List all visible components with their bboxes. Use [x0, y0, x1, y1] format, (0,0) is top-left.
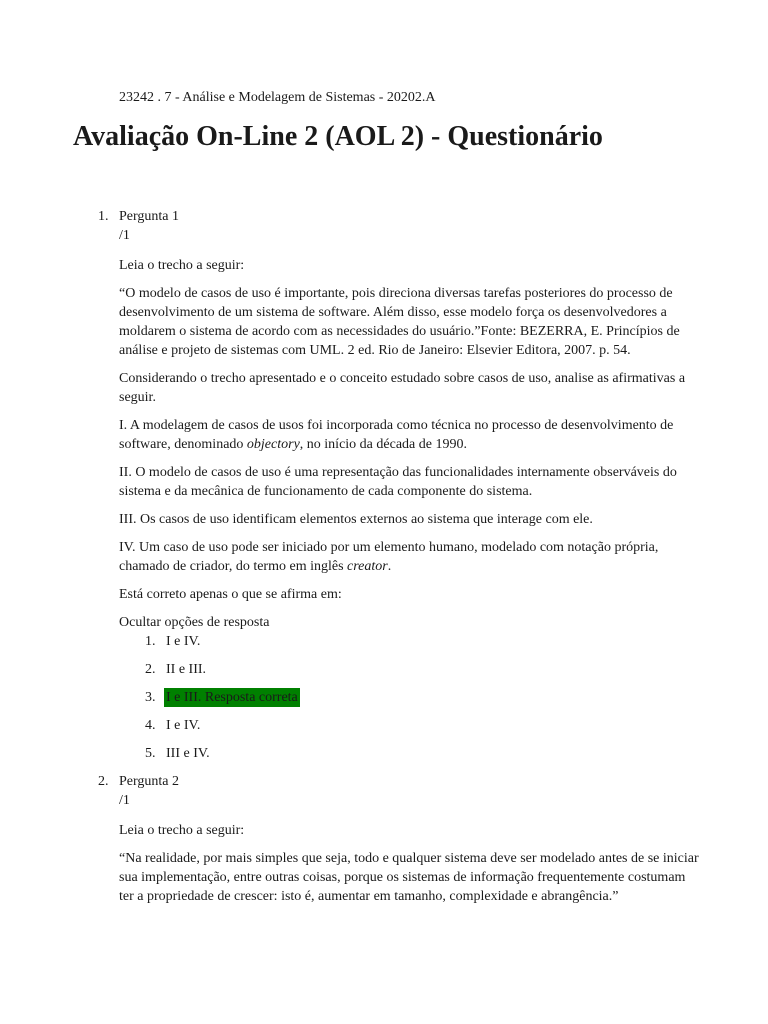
option-number: 1. [145, 634, 156, 649]
answer-option-correct[interactable] [119, 688, 699, 716]
page-title: Avaliação On-Line 2 (AOL 2) - Questionário [73, 121, 603, 152]
statement-text: I. A modelagem de casos de usos foi incorporada como técnica no processo de desenvolvimento de software, denominado [119, 418, 674, 452]
question-intro: Leia o trecho a seguir: [119, 258, 245, 273]
option-text: I e IV. [166, 718, 201, 733]
option-text: III e IV. [166, 746, 210, 761]
question-number: 1. [98, 209, 109, 224]
statement-text: , no início da década de 1990. [299, 437, 467, 452]
statement-text: IV. Um caso de uso pode ser iniciado por um elemento humano, modelado com notação própria, chamado de criador, do termo em inglês [119, 540, 659, 574]
correct-answer-highlight: I e III. Resposta correta [166, 690, 298, 705]
statement-4 [119, 538, 699, 576]
statement-1 [119, 416, 699, 454]
question-stem: Está correto apenas o que se afirma em: [119, 587, 342, 602]
option-text: II e III. [166, 662, 207, 677]
question-list [98, 207, 699, 915]
question-label: Pergunta 1 [119, 209, 180, 224]
question-quote: “Na realidade, por mais simples que seja, todo e qualquer sistema deve ser modelado antes de se iniciar sua implementação, entre outras coisas, porque os sistemas de informação frequentemente costumam ter a propriedade de crescer: isto é, aumentar em tamanho, complexidade e abrangência.” [119, 851, 699, 904]
hide-options-toggle[interactable]: Ocultar opções de resposta [119, 615, 270, 630]
answer-option[interactable] [119, 716, 699, 744]
option-number: 2. [145, 662, 156, 677]
course-code: 23242 . 7 - Análise e Modelagem de Sistemas - 20202.A [119, 90, 436, 105]
statement-emphasis: objectory [246, 437, 300, 452]
question-1 [98, 207, 699, 772]
option-number: 4. [145, 718, 156, 733]
question-score: /1 [119, 793, 130, 808]
answer-option[interactable] [119, 632, 699, 660]
answer-option[interactable] [119, 744, 699, 772]
answer-option[interactable] [119, 660, 699, 688]
question-label: Pergunta 2 [119, 774, 180, 789]
question-number: 2. [98, 774, 109, 789]
question-quote: “O modelo de casos de uso é importante, pois direciona diversas tarefas posteriores do processo de desenvolvimento de um sistema de software. Além disso, esse modelo força os desenvolvedores a moldarem o sistema de acordo com as necessidades do usuário.”Fonte: BEZERRA, E. Princípios de análise e projeto de sistemas com UML. 2 ed. Rio de Janeiro: Elsevier Editora, 2007. p. 54. [119, 286, 680, 358]
answer-options [119, 632, 699, 772]
question-score: /1 [119, 228, 130, 243]
question-2 [98, 772, 699, 906]
option-number: 3. [145, 690, 156, 705]
question-intro: Leia o trecho a seguir: [119, 823, 245, 838]
statement-2: II. O modelo de casos de uso é uma representação das funcionalidades internamente observáveis do sistema e da mecânica de funcionamento de cada componente do sistema. [119, 465, 677, 499]
option-number: 5. [145, 746, 156, 761]
statement-text: . [387, 559, 392, 574]
statement-emphasis: creator [347, 559, 388, 574]
statement-3: III. Os casos de uso identificam elementos externos ao sistema que interage com ele. [119, 512, 593, 527]
option-text: I e IV. [166, 634, 201, 649]
question-prompt: Considerando o trecho apresentado e o conceito estudado sobre casos de uso, analise as afirmativas a seguir. [119, 371, 686, 405]
